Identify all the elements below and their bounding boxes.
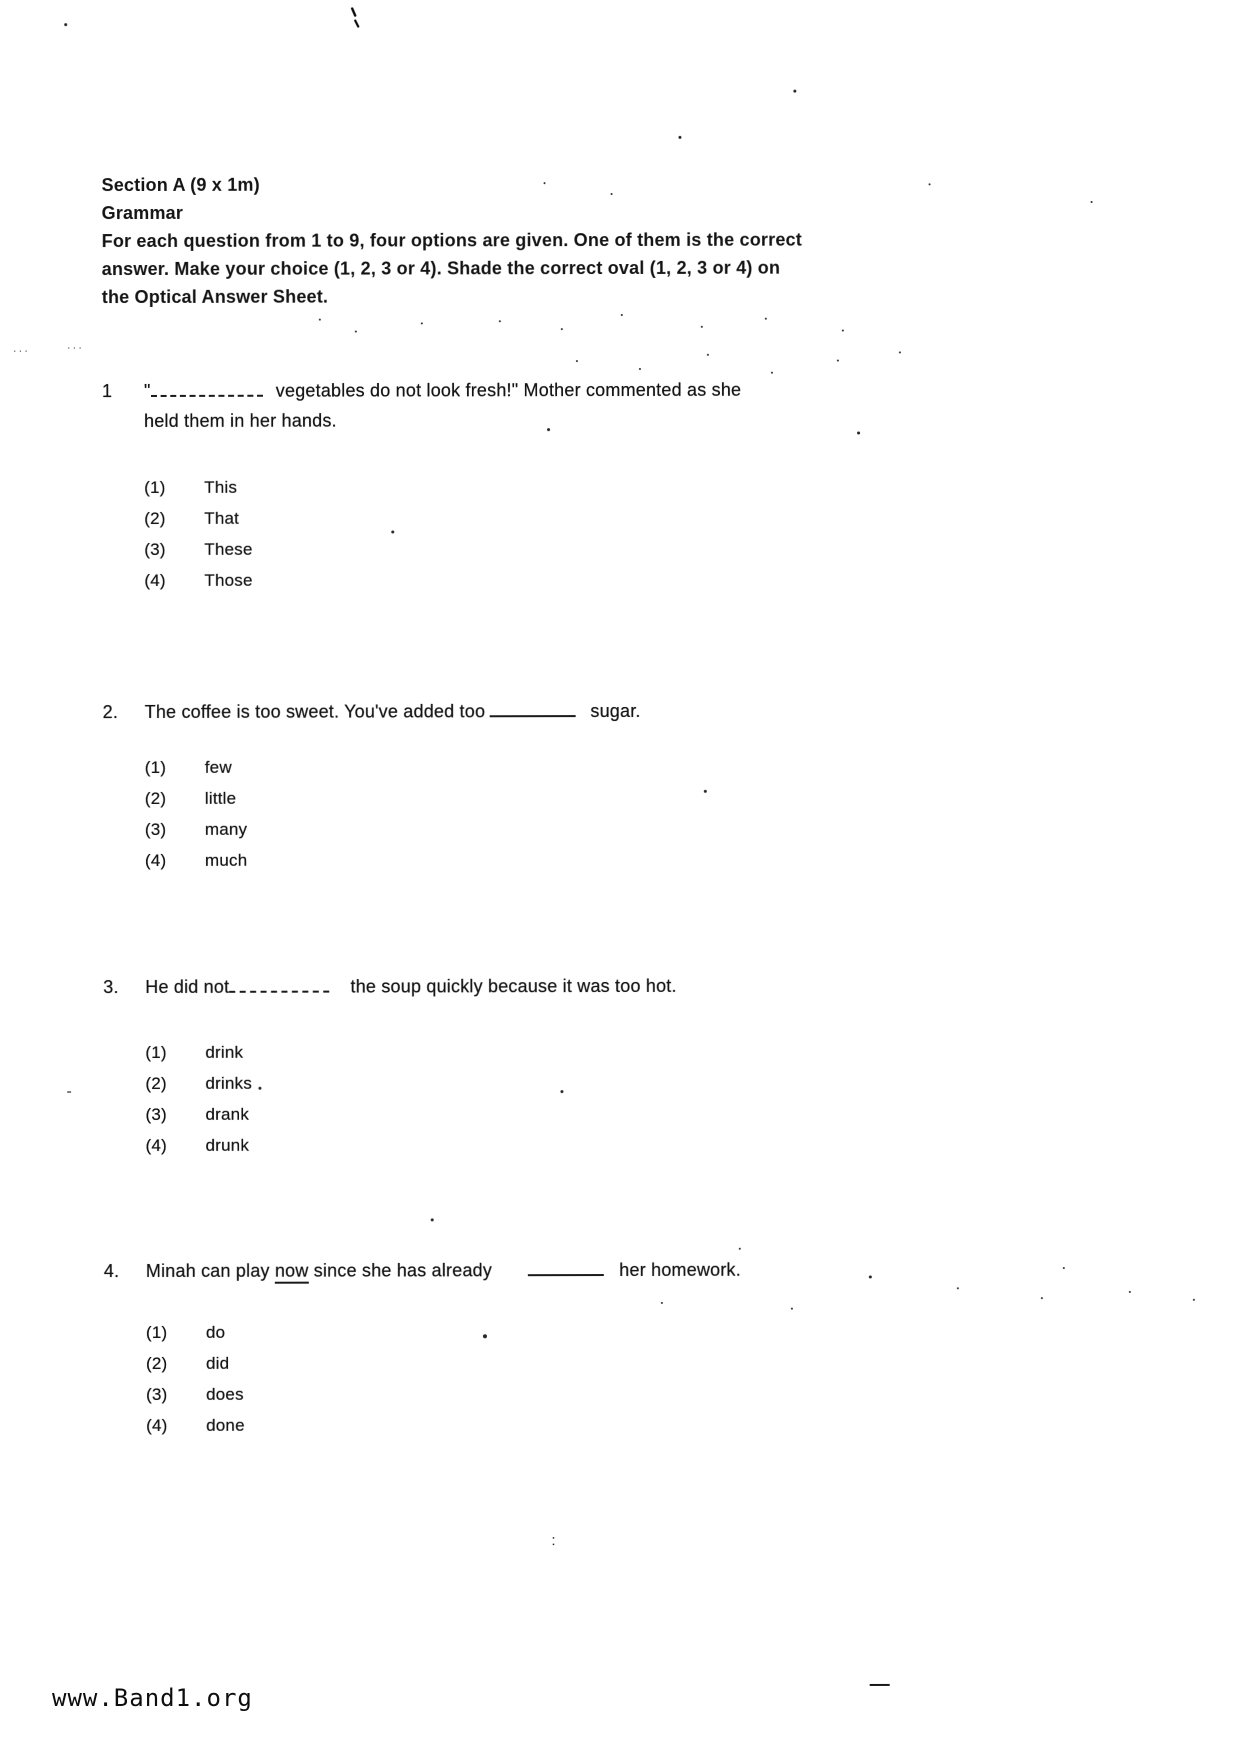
option-key: (3): [144, 819, 167, 839]
question-number: 3.: [103, 977, 119, 998]
scan-speck: [483, 1334, 487, 1338]
scan-speck: [869, 1275, 872, 1278]
option-key: (1): [145, 1042, 167, 1062]
stem-text: since she has already: [308, 1260, 493, 1281]
option-label: did: [205, 1353, 230, 1373]
option-key: (1): [144, 757, 167, 777]
scan-speck: [793, 90, 796, 93]
scan-speck: [771, 372, 773, 374]
option-key: (2): [144, 788, 167, 808]
question-3-stem: [103, 970, 1163, 1002]
answer-blank: [489, 701, 575, 717]
option-row: [144, 570, 544, 602]
answer-blank: [229, 977, 329, 993]
scan-speck: [1091, 201, 1093, 203]
scan-speck: [547, 428, 550, 431]
option-label: drinks: [205, 1073, 253, 1093]
question-4-options: [146, 1322, 546, 1447]
question-1-stem: [102, 374, 1162, 436]
instructions-line-3: the Optical Answer Sheet.: [101, 286, 329, 308]
option-key: (1): [144, 477, 166, 497]
scan-speck: [899, 351, 901, 353]
option-row: [145, 850, 545, 882]
instructions-line-1: For each question from 1 to 9, four options are given. One of them is the correct: [101, 229, 802, 252]
answer-blank: [151, 381, 263, 397]
scan-speck: [704, 790, 707, 793]
scan-margin-dots: ···: [12, 345, 30, 358]
scan-speck: [544, 182, 546, 184]
scan-speck: [765, 318, 767, 320]
option-key: (2): [144, 508, 166, 528]
option-label: does: [206, 1384, 244, 1404]
stem-text: the soup quickly because it was too hot.: [345, 975, 677, 997]
scan-speck: [561, 328, 563, 330]
option-label: few: [204, 757, 232, 777]
stem-text: The coffee is too sweet. You've added too: [144, 701, 486, 722]
scan-speck: [421, 322, 423, 324]
option-row: [144, 539, 544, 571]
scan-speck: [576, 360, 578, 362]
scan-speck: [391, 530, 394, 533]
option-row: [145, 1104, 545, 1136]
scan-artifact-mark: :: [551, 1532, 556, 1550]
option-row: [145, 1042, 545, 1074]
scan-speck: [857, 431, 860, 434]
question-2-stem: [103, 695, 1163, 727]
stem-text: Minah can play: [145, 1260, 275, 1281]
stem-text: sugar.: [585, 700, 641, 722]
option-row: [146, 1135, 546, 1167]
question-number: 1: [101, 381, 113, 402]
section-header: [102, 169, 902, 311]
option-row: [145, 1073, 545, 1105]
watermark-url: www.Band1.org: [52, 1684, 253, 1712]
option-key: (3): [144, 539, 166, 559]
stem-text: her homework.: [614, 1259, 741, 1281]
section-subtitle: Grammar: [101, 202, 184, 224]
scan-speck: [707, 354, 709, 356]
scan-speck: [258, 1087, 261, 1090]
option-key: (1): [145, 1322, 168, 1342]
scan-artifact-dash: -: [66, 1083, 72, 1101]
option-row: [146, 1353, 546, 1385]
option-key: (4): [145, 1135, 167, 1155]
option-label: This: [204, 477, 238, 497]
scan-speck: [499, 320, 501, 322]
option-label: done: [206, 1415, 245, 1435]
stem-text: He did not: [145, 976, 230, 997]
scan-speck: [1063, 1267, 1065, 1269]
option-label: Those: [204, 570, 253, 590]
question-2-options: [145, 757, 545, 882]
scan-speck: [837, 360, 839, 362]
option-label: drank: [205, 1104, 250, 1124]
scan-speck: [1041, 1297, 1043, 1299]
scan-speck: [431, 1218, 434, 1221]
option-key: (2): [145, 1353, 168, 1373]
section-title: Section A (9 x 1m): [101, 174, 260, 196]
scan-speck: [701, 326, 703, 328]
option-row: [146, 1384, 546, 1416]
option-row: [145, 757, 545, 789]
question-number: 2.: [102, 702, 119, 723]
scan-margin-dots: ···: [66, 342, 84, 355]
option-key: (3): [145, 1104, 167, 1124]
option-label: drunk: [205, 1135, 250, 1155]
scan-speck: [661, 1302, 663, 1304]
scan-speck: [791, 1308, 793, 1310]
pen-mark: [346, 7, 362, 33]
scan-speck: [957, 1287, 959, 1289]
underlined-word: now: [275, 1261, 309, 1284]
option-label: many: [204, 819, 248, 839]
scan-speck: [611, 193, 613, 195]
scan-speck: [560, 1090, 563, 1093]
option-label: These: [204, 539, 253, 559]
option-row: [145, 819, 545, 851]
scan-speck: [621, 314, 623, 316]
option-row: [146, 1322, 546, 1354]
option-row: [145, 788, 545, 820]
scan-speck: [355, 331, 357, 333]
instructions-line-2: answer. Make your choice (1, 2, 3 or 4). Shade the correct oval (1, 2, 3 or 4) on: [101, 257, 781, 280]
scan-speck: [678, 136, 681, 139]
scan-artifact-dash: —: [869, 1673, 890, 1696]
option-row: [144, 477, 544, 509]
option-key: (4): [144, 850, 167, 870]
stem-text: ": [143, 380, 151, 401]
scan-speck: [64, 23, 67, 26]
scan-speck: [929, 183, 931, 185]
option-key: (3): [146, 1384, 168, 1404]
option-label: do: [205, 1322, 226, 1342]
answer-blank: [528, 1260, 604, 1276]
scan-speck: [639, 368, 641, 370]
option-label: drink: [205, 1042, 244, 1062]
option-row: [146, 1415, 546, 1447]
scan-speck: [1129, 1291, 1131, 1293]
stem-text: vegetables do not look fresh!" Mother commented as she: [270, 379, 742, 401]
option-key: (4): [146, 1415, 168, 1435]
question-3-options: [145, 1042, 545, 1167]
option-label: little: [204, 788, 237, 808]
scan-speck: [1193, 1299, 1195, 1301]
option-row: [144, 508, 544, 540]
option-label: That: [204, 508, 240, 528]
scan-speck: [842, 330, 844, 332]
option-key: (2): [145, 1073, 167, 1093]
scan-speck: [319, 319, 321, 321]
option-key: (4): [144, 570, 166, 590]
scan-speck: [739, 1248, 741, 1250]
option-label: much: [204, 850, 248, 870]
question-number: 4.: [103, 1261, 120, 1282]
question-4-stem: [104, 1254, 1164, 1286]
question-1-options: [144, 477, 544, 602]
stem-line-2: held them in her hands.: [144, 410, 337, 431]
